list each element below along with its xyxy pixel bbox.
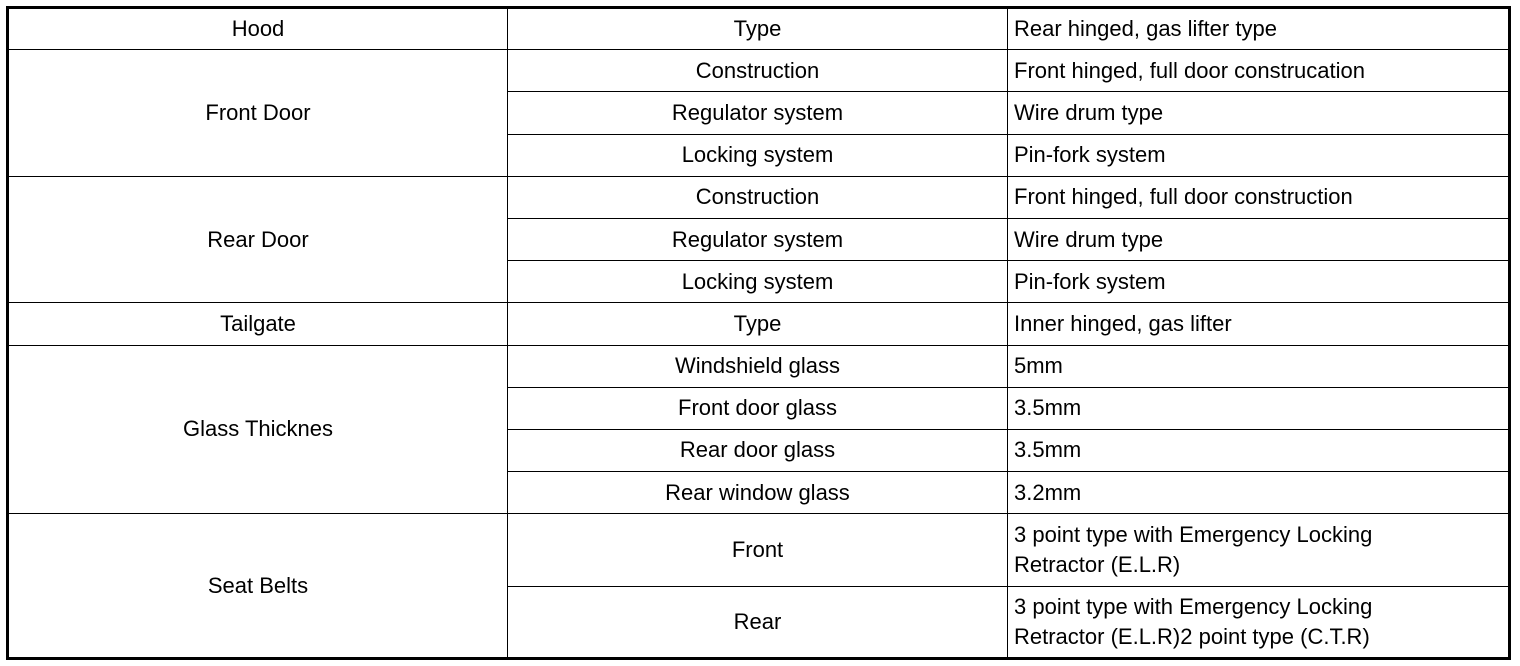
group-cell-rear-door: Rear Door bbox=[8, 176, 508, 303]
item-cell: Regulator system bbox=[508, 218, 1008, 260]
group-cell-front-door: Front Door bbox=[8, 50, 508, 177]
item-cell: Rear window glass bbox=[508, 472, 1008, 514]
item-cell: Windshield glass bbox=[508, 345, 1008, 387]
group-cell-seat-belts: Seat Belts bbox=[8, 514, 508, 659]
value-cell: Front hinged, full door construcation bbox=[1008, 50, 1510, 92]
value-cell: Pin-fork system bbox=[1008, 261, 1510, 303]
value-cell: 5mm bbox=[1008, 345, 1510, 387]
item-cell: Type bbox=[508, 8, 1008, 50]
item-cell: Locking system bbox=[508, 261, 1008, 303]
table-row bbox=[8, 176, 1510, 218]
table-row bbox=[8, 514, 1510, 586]
value-cell: Pin-fork system bbox=[1008, 134, 1510, 176]
value-line: 3 point type with Emergency Locking bbox=[1014, 521, 1373, 547]
value-cell: 3.2mm bbox=[1008, 472, 1510, 514]
item-cell: Construction bbox=[508, 176, 1008, 218]
item-cell: Type bbox=[508, 303, 1008, 345]
item-cell: Locking system bbox=[508, 134, 1008, 176]
group-cell-hood: Hood bbox=[8, 8, 508, 50]
table-row bbox=[8, 303, 1510, 345]
table-row bbox=[8, 8, 1510, 50]
value-cell: Inner hinged, gas lifter bbox=[1008, 303, 1510, 345]
value-line: Retractor (E.L.R) bbox=[1014, 551, 1181, 577]
group-cell-glass-thickness: Glass Thicknes bbox=[8, 345, 508, 514]
item-cell: Front bbox=[508, 514, 1008, 586]
value-cell: Wire drum type bbox=[1008, 92, 1510, 134]
value-cell bbox=[1008, 586, 1510, 658]
value-cell: 3.5mm bbox=[1008, 387, 1510, 429]
value-cell: Rear hinged, gas lifter type bbox=[1008, 8, 1510, 50]
item-cell: Regulator system bbox=[508, 92, 1008, 134]
value-cell: Wire drum type bbox=[1008, 218, 1510, 260]
value-line: 3 point type with Emergency Locking bbox=[1014, 593, 1373, 619]
item-cell: Rear door glass bbox=[508, 429, 1008, 471]
value-cell: Front hinged, full door construction bbox=[1008, 176, 1510, 218]
value-cell bbox=[1008, 514, 1510, 586]
specification-table bbox=[6, 6, 1511, 660]
item-cell: Rear bbox=[508, 586, 1008, 658]
table-row bbox=[8, 50, 1510, 92]
value-cell: 3.5mm bbox=[1008, 429, 1510, 471]
item-cell: Front door glass bbox=[508, 387, 1008, 429]
item-cell: Construction bbox=[508, 50, 1008, 92]
table-row bbox=[8, 345, 1510, 387]
group-cell-tailgate: Tailgate bbox=[8, 303, 508, 345]
value-line: Retractor (E.L.R)2 point type (C.T.R) bbox=[1014, 623, 1370, 649]
